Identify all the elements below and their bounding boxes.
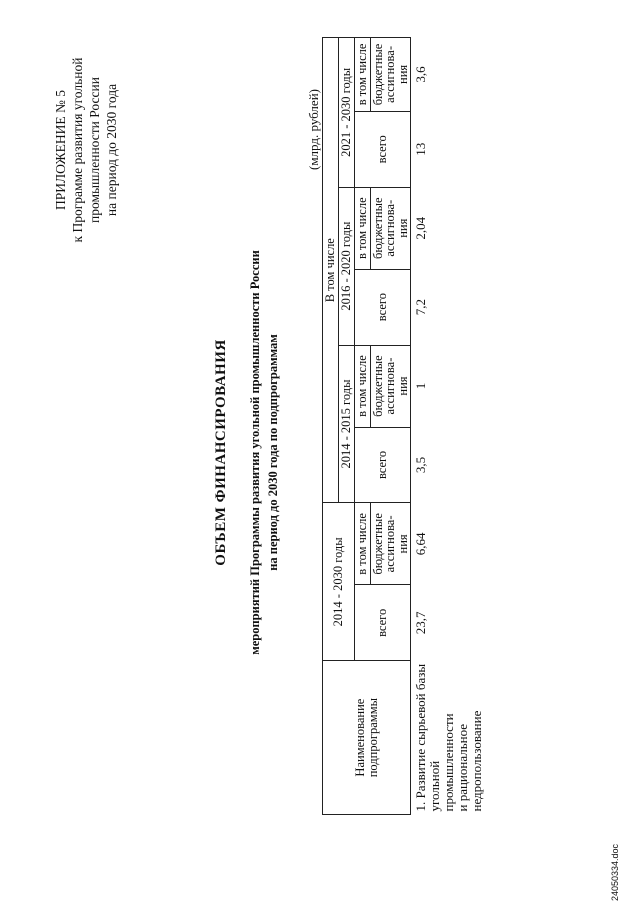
value-total-2016-2020: 7,2 bbox=[413, 299, 428, 316]
value-total-2014-2015: 3,5 bbox=[413, 456, 428, 474]
header-total: всего bbox=[355, 585, 411, 661]
table-row bbox=[411, 38, 520, 815]
header-total: всего bbox=[355, 111, 411, 187]
header-total: всего bbox=[355, 269, 411, 345]
header-period-total: 2014 - 2030 годы bbox=[323, 503, 355, 661]
header-period: 2016 - 2020 годы bbox=[339, 187, 355, 345]
header-period: 2021 - 2030 годы bbox=[339, 38, 355, 188]
header-budget-line: в том числе bbox=[355, 38, 371, 112]
header-budget-line: в том числе bbox=[355, 345, 371, 427]
appendix-header bbox=[52, 35, 120, 265]
document-subtitle: на период до 2030 года по подпрограммам bbox=[266, 334, 280, 571]
header-in-that-number: В том числе bbox=[323, 38, 339, 503]
financing-table bbox=[322, 37, 519, 815]
header-total: всего bbox=[355, 427, 411, 503]
appendix-ref-line: к Программе развития угольной bbox=[70, 57, 85, 243]
value-budget-2016-2020: 2,04 bbox=[413, 216, 428, 240]
value-budget-2014-2030: 6,64 bbox=[413, 532, 428, 556]
value-budget-2014-2015: 1 bbox=[413, 382, 428, 390]
document-subtitle: мероприятий Программы развития угольной промышленности России bbox=[248, 250, 262, 655]
appendix-number: ПРИЛОЖЕНИЕ № 5 bbox=[53, 89, 68, 211]
subprogram-name: 1. Развитие сырьевой базы угольной промышленности и рациональное недропользование bbox=[413, 663, 484, 812]
header-subprogram-name: Наименование подпрограммы bbox=[323, 661, 411, 815]
document-title: ОБЪЕМ ФИНАНСИРОВАНИЯ bbox=[213, 339, 229, 566]
value-total-2021-2030: 13 bbox=[413, 142, 428, 156]
value-total-2014-2030: 23,7 bbox=[413, 611, 428, 635]
header-budget-allocations: бюджетные ассигнова- ния bbox=[371, 187, 411, 269]
value-budget-2021-2030: 3,6 bbox=[413, 66, 428, 83]
file-name: 24050334.doc bbox=[610, 843, 620, 901]
header-budget-allocations: бюджетные ассигнова- ния bbox=[371, 38, 411, 112]
header-budget-allocations: бюджетные ассигнова- ния bbox=[371, 503, 411, 585]
header-budget-line: в том числе bbox=[355, 503, 371, 585]
header-budget-allocations: бюджетные ассигнова- ния bbox=[371, 345, 411, 427]
header-period: 2014 - 2015 годы bbox=[339, 345, 355, 503]
unit-label: (млрд. рублей) bbox=[306, 89, 321, 170]
header-budget-line: в том числе bbox=[355, 187, 371, 269]
appendix-ref-line: промышленности России bbox=[87, 77, 102, 223]
appendix-ref-line: на период до 2030 года bbox=[104, 83, 119, 217]
